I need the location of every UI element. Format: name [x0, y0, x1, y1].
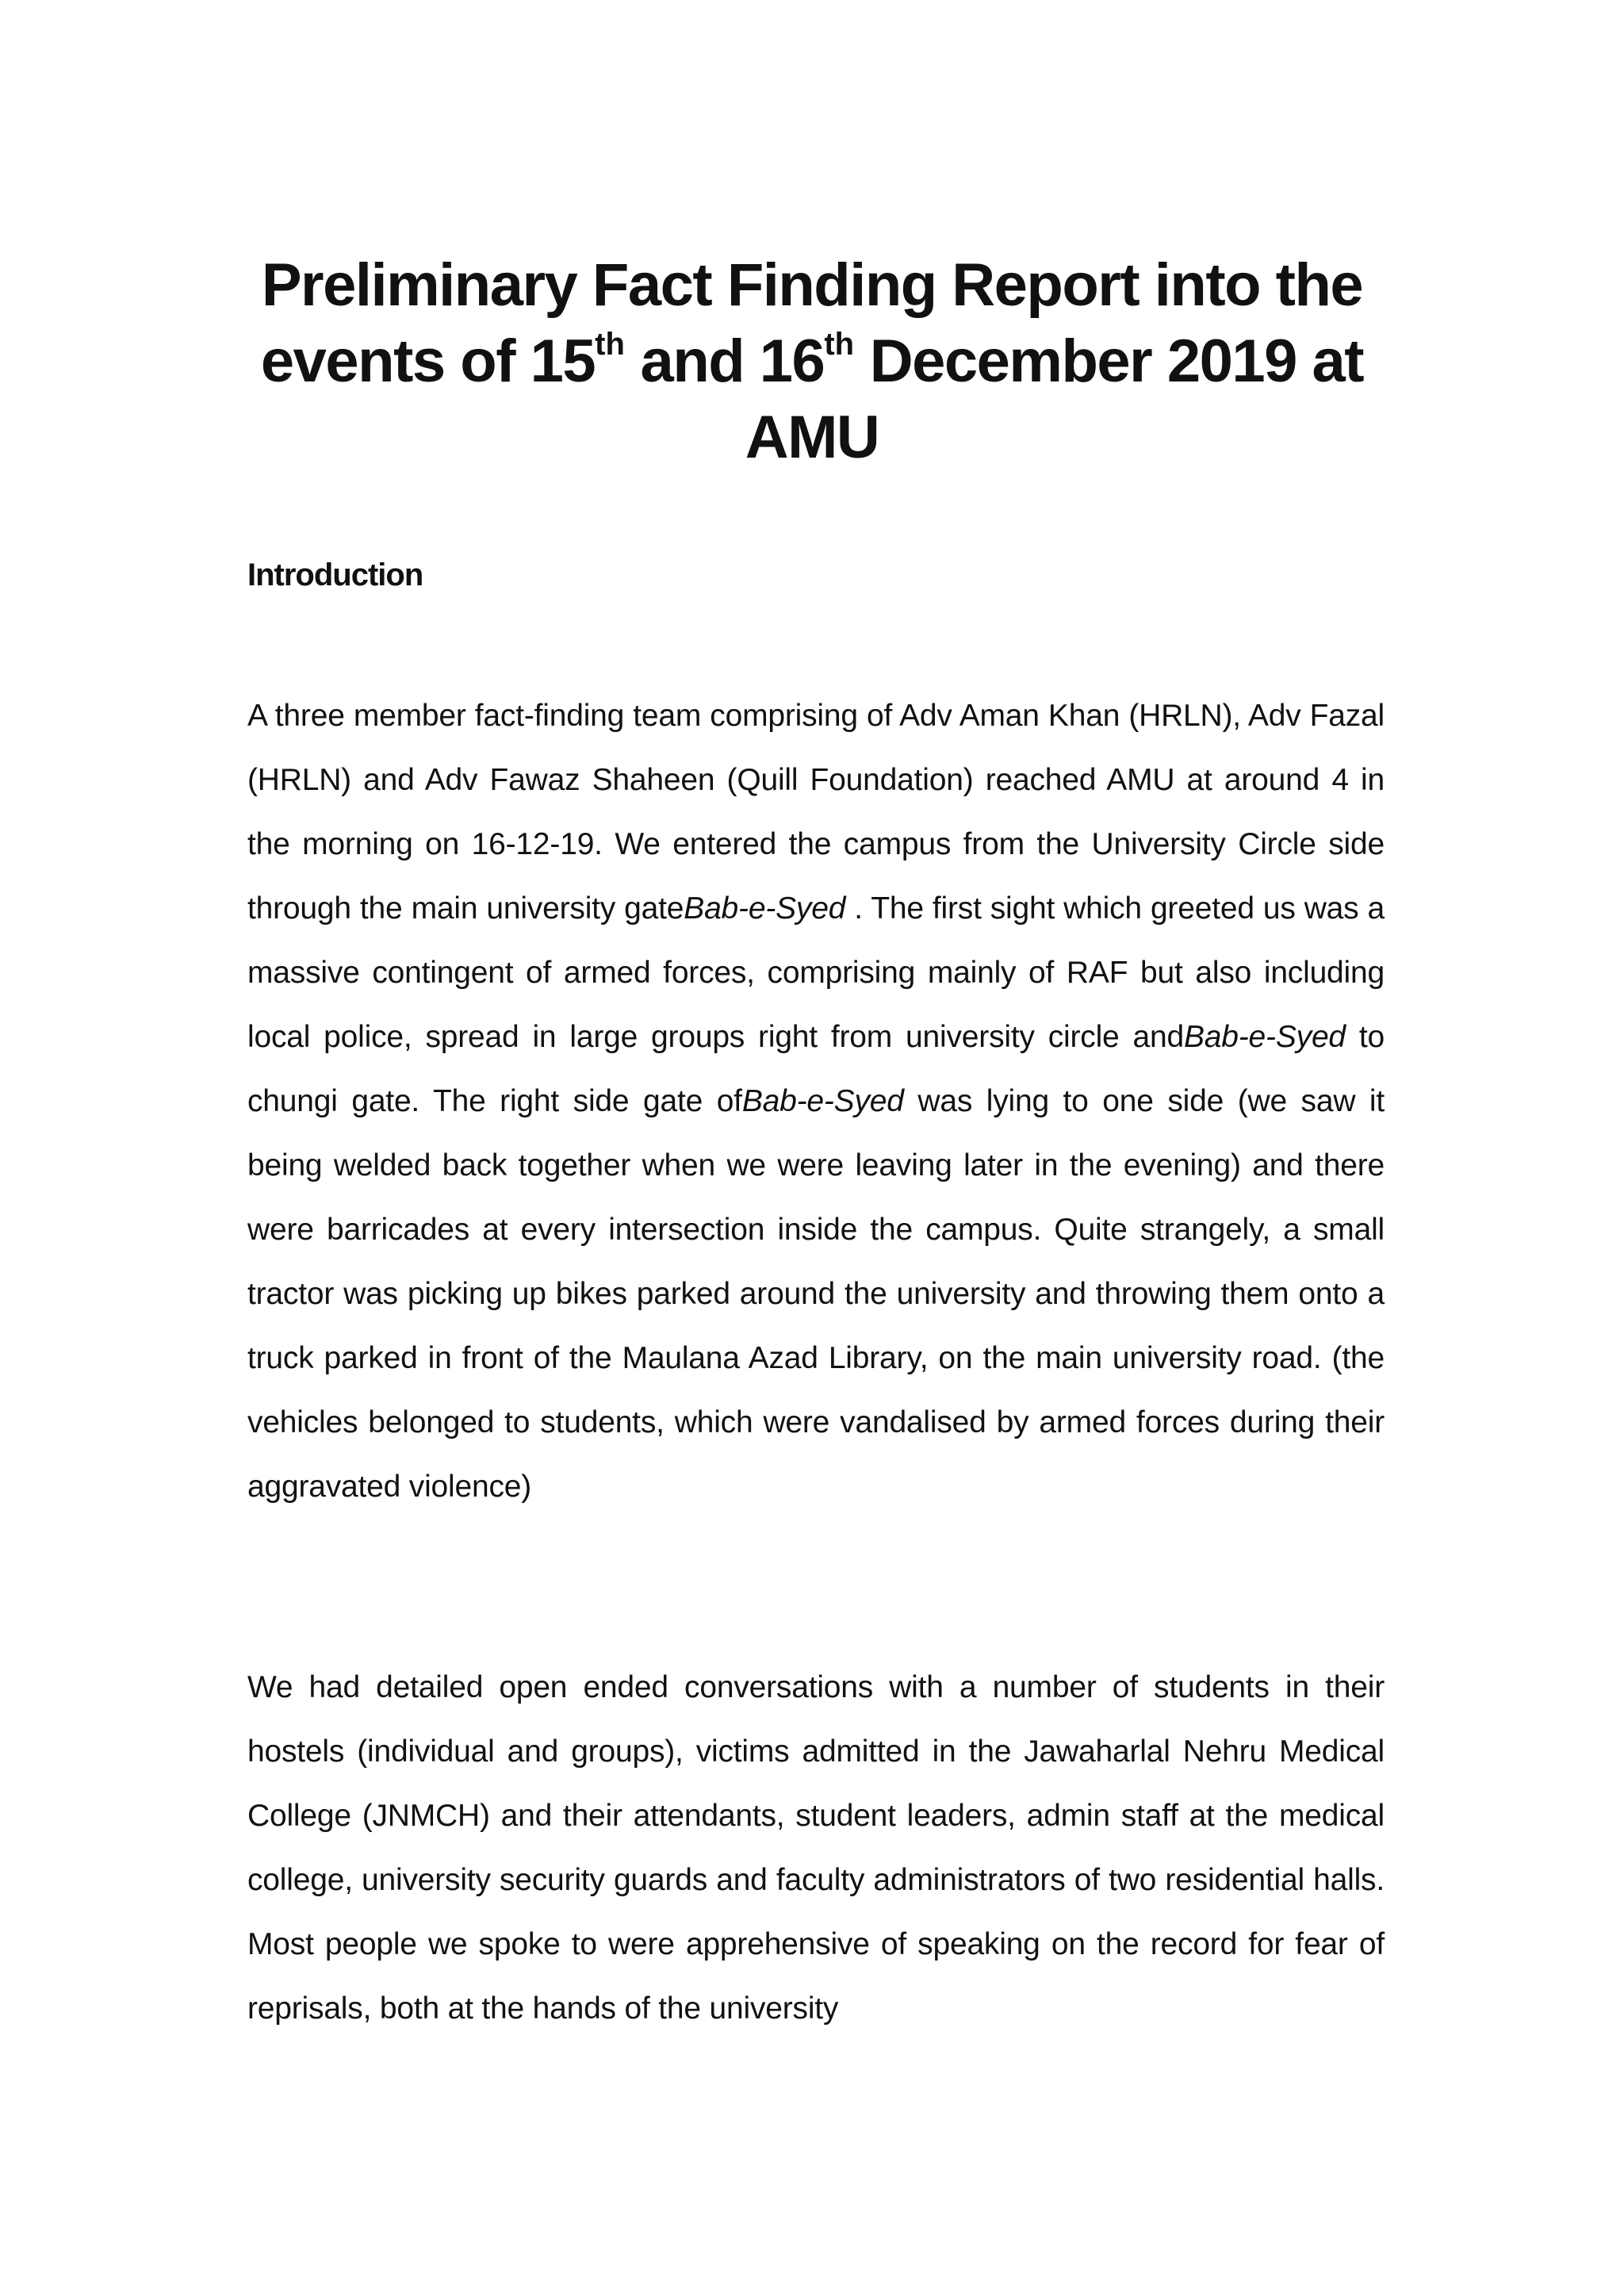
section-heading-introduction: Introduction: [247, 558, 423, 592]
title-line-3: AMU: [745, 404, 879, 471]
paragraph-1-text-2: . The first sight which greeted us was a massive contingent of armed forces, comprising mainly of RAF but also including local police, spread in large groups right from university circle and: [247, 891, 1385, 1054]
place-name-italic-1: Bab-e-Syed: [684, 891, 846, 926]
paragraph-1-text-4: was lying to one side (we saw it being welded back together when we were leaving later in the evening) and there were barricades at every intersection inside the campus. Quite strangely, a small tractor was picking up bikes parked around the university and throwing them onto a truck parked in front of the Maulana Azad Library, on the main university road. (the vehicles belonged to students, which were vandalised by armed forces during their aggravated violence): [247, 1084, 1385, 1504]
paragraph-1-text-3: to chungi gate. The right side gate of: [247, 1020, 1385, 1118]
title-superscript-2: th: [824, 326, 855, 362]
title-line-2-start: events of 15: [260, 328, 596, 395]
place-name-italic-2: Bab-e-Syed: [1183, 1020, 1346, 1054]
title-superscript-1: th: [595, 326, 625, 362]
paragraph-1-text-1: A three member fact-finding team comprising of Adv Aman Khan (HRLN), Adv Fazal (HRLN) and Adv Fawaz Shaheen (Quill Foundation) reached AMU at around 4 in the morning on 16-12-19. We entered the campus from the University Circle side through the main university gate: [247, 699, 1385, 926]
title-line-2-end: December 2019 at: [854, 328, 1364, 395]
paragraph-intro-1: [247, 684, 1385, 1519]
place-name-italic-3: Bab-e-Syed: [741, 1084, 904, 1118]
title-line-2-middle: and 16: [624, 328, 825, 395]
paragraph-intro-2: We had detailed open ended conversations with a number of students in their hostels (individual and groups), victims admitted in the Jawaharlal Nehru Medical College (JNMCH) and their attendants, student leaders, admin staff at the medical college, university security guards and faculty administrators of two residential halls. Most people we spoke to were apprehensive of speaking on the record for fear of reprisals, both at the hands of the university: [247, 1670, 1385, 2026]
report-title: [198, 247, 1426, 476]
title-line-1: Preliminary Fact Finding Report into the: [261, 251, 1363, 319]
